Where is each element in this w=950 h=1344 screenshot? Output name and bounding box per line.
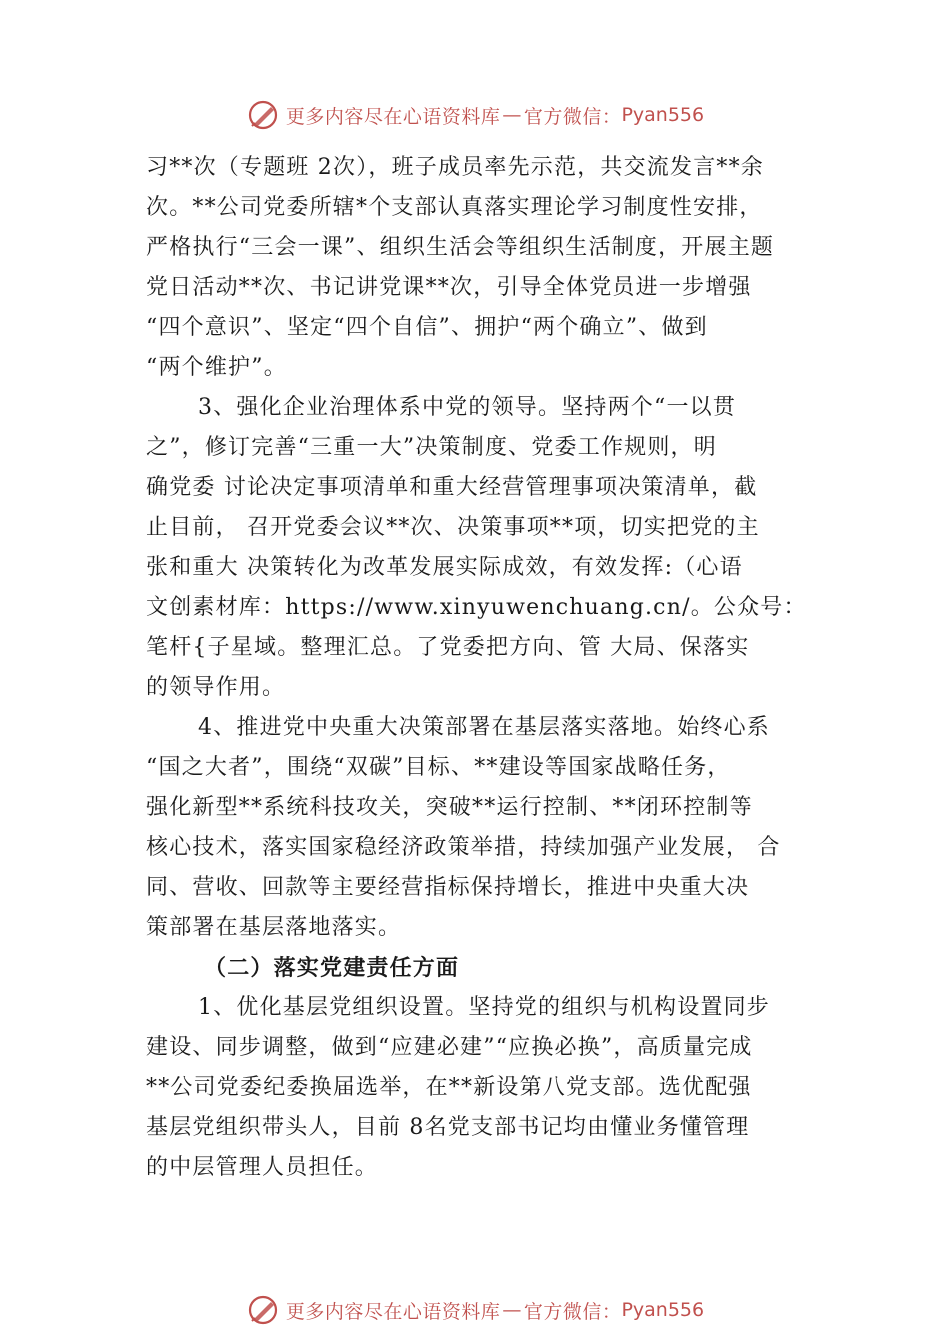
text-line: 3、强化企业治理体系中党的领导。坚持两个“一以贯 [198, 395, 737, 420]
banner-site-name: 更多内容尽在心语资料库 [285, 1300, 501, 1323]
banner-wechat-label: 官方微信： [523, 105, 622, 128]
text-line: 严格执行“三会一课”、组织生活会等组织生活制度，开展主题 [146, 235, 775, 260]
text-line: “国之大者”，围绕“双碳”目标、**建设等国家战略任务， [146, 755, 731, 780]
document-body [146, 148, 820, 1188]
text-line: 之”，修订完善“三重一大”决策制度、党委工作规则，明 [146, 435, 717, 460]
text-line: **公司党委纪委换届选举，在**新设第八党支部。选优配强 [146, 1075, 752, 1100]
text-line: 的领导作用。 [146, 675, 286, 700]
text-line: 强化新型**系统科技攻关，突破**运行控制、**闭环控制等 [146, 795, 753, 820]
banner-separator: — [502, 1299, 522, 1321]
text-line: “四个意识”、坚定“四个自信”、拥护“两个确立”、做到 [146, 315, 708, 340]
pen-logo-icon [246, 1293, 280, 1327]
text-line: 张和重大 决策转化为改革发展实际成效，有效发挥:（心语 [146, 555, 743, 580]
text-line: 核心技术，落实国家稳经济政策举措，持续加强产业发展， 合 [146, 835, 781, 860]
pen-logo-icon [246, 98, 280, 132]
text-line: 建设、同步调整，做到“应建必建”“应换必换”，高质量完成 [146, 1035, 753, 1060]
banner-separator: — [502, 104, 522, 126]
banner-wechat-id: Pyan556 [621, 1299, 705, 1321]
text-line: 确党委 讨论决定事项清单和重大经营管理事项决策清单，截 [146, 475, 758, 500]
banner-wechat-label: 官方微信： [523, 1300, 622, 1323]
text-line: 文创素材库：https://www.xinyuwenchuang.cn/。公众号： [146, 595, 807, 620]
header-banner [0, 95, 950, 135]
text-line: 止目前， 召开党委会议**次、决策事项**项，切实把党的主 [146, 515, 760, 540]
text-line: 4、推进党中央重大决策部署在基层落实落地。始终心系 [198, 715, 770, 740]
footer-banner [0, 1290, 950, 1330]
text-line: 党日活动**次、书记讲党课**次，引导全体党员进一步增强 [146, 275, 752, 300]
text-line: 策部署在基层落地落实。 [146, 915, 402, 940]
banner-wechat-id: Pyan556 [621, 104, 705, 126]
text-line: “两个维护”。 [146, 355, 287, 380]
text-line: 的中层管理人员担任。 [146, 1155, 379, 1180]
text-line: 习**次（专题班 2次），班子成员率先示范，共交流发言**余 [146, 155, 764, 180]
text-line: 基层党组织带头人，目前 8名党支部书记均由懂业务懂管理 [146, 1115, 750, 1140]
text-line: 次。**公司党委所辖*个支部认真落实理论学习制度性安排， [146, 195, 763, 220]
text-line: 笔杆{子星域。整理汇总。了党委把方向、管 大局、保落实 [146, 635, 750, 660]
text-line: 1、优化基层党组织设置。坚持党的组织与机构设置同步 [198, 995, 770, 1020]
section-heading: （二）落实党建责任方面 [204, 955, 460, 981]
banner-site-name: 更多内容尽在心语资料库 [285, 105, 501, 128]
text-line: 同、营收、回款等主要经营指标保持增长，推进中央重大决 [146, 875, 750, 900]
